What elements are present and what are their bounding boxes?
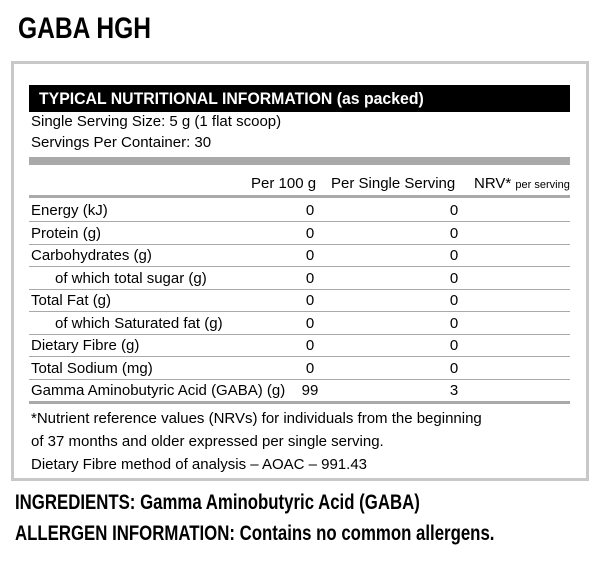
table-row (29, 313, 570, 335)
column-per-serving: Per Single Serving (331, 175, 456, 192)
nutrient-label: of which total sugar (g) (55, 269, 207, 287)
ingredients-heading: INGREDIENTS: (15, 491, 136, 514)
table-row (29, 335, 570, 357)
nutrient-label: Energy (kJ) (31, 202, 108, 219)
table-row (29, 223, 570, 245)
nutrient-label: Dietary Fibre (g) (31, 337, 140, 354)
value-per-serving: 0 (449, 292, 459, 309)
nutrient-label: Total Sodium (mg) (31, 359, 153, 377)
value-per-100g: 0 (305, 314, 315, 332)
nutrient-label: of which Saturated fat (g) (55, 314, 223, 332)
serving-size: Single Serving Size: 5 g (1 flat scoop) (31, 113, 282, 130)
table-row (29, 290, 570, 312)
ingredients-text: Gamma Aminobutyric Acid (GABA) (140, 491, 420, 514)
value-per-100g: 0 (305, 202, 315, 219)
value-per-serving: 0 (449, 337, 459, 354)
nutrient-label: Protein (g) (31, 224, 102, 242)
value-per-serving: 3 (449, 382, 459, 399)
column-nrv-label: NRV* (474, 175, 512, 192)
table-row (29, 358, 570, 380)
product-title: GABA HGH (18, 12, 152, 45)
table-row (29, 245, 570, 267)
allergen-text: Contains no common allergens. (239, 522, 495, 545)
nutrient-label: Carbohydrates (g) (31, 247, 152, 264)
value-per-serving: 0 (449, 359, 459, 377)
column-nrv-note: per serving (515, 179, 570, 191)
nutrition-header (29, 85, 570, 112)
value-per-100g: 0 (305, 247, 315, 264)
column-per-100g: Per 100 g (251, 175, 317, 192)
divider-thick (29, 157, 570, 165)
nutrient-label: Gamma Aminobutyric Acid (GABA) (g) (31, 382, 286, 399)
servings-per-container: Servings Per Container: 30 (31, 134, 212, 151)
table-row (29, 268, 570, 290)
nutrient-label: Total Fat (g) (31, 292, 112, 309)
value-per-100g: 0 (305, 224, 315, 242)
value-per-serving: 0 (449, 314, 459, 332)
allergen-heading: ALLERGEN INFORMATION: (15, 522, 235, 545)
footnote-fibre-method: Dietary Fibre method of analysis – AOAC – 991.43 (31, 456, 368, 473)
nutrition-header-text: TYPICAL NUTRITIONAL INFORMATION (as packed) (39, 89, 424, 108)
value-per-100g: 0 (305, 269, 315, 287)
value-per-100g: 0 (305, 337, 315, 354)
value-per-serving: 0 (449, 202, 459, 219)
table-row (29, 200, 570, 222)
value-per-serving: 0 (449, 247, 459, 264)
allergen-line (15, 522, 494, 546)
footnote-nrv-line2: of 37 months and older expressed per single serving. (31, 433, 384, 450)
footnote-nrv-line1: *Nutrient reference values (NRVs) for individuals from the beginning (31, 410, 482, 427)
divider-header (29, 195, 570, 198)
column-nrv (474, 175, 570, 194)
value-per-100g: 0 (305, 292, 315, 309)
value-per-serving: 0 (449, 269, 459, 287)
value-per-100g: 0 (305, 359, 315, 377)
table-row (29, 380, 570, 404)
ingredients-line (15, 491, 420, 515)
value-per-100g: 99 (301, 382, 319, 399)
value-per-serving: 0 (449, 224, 459, 242)
